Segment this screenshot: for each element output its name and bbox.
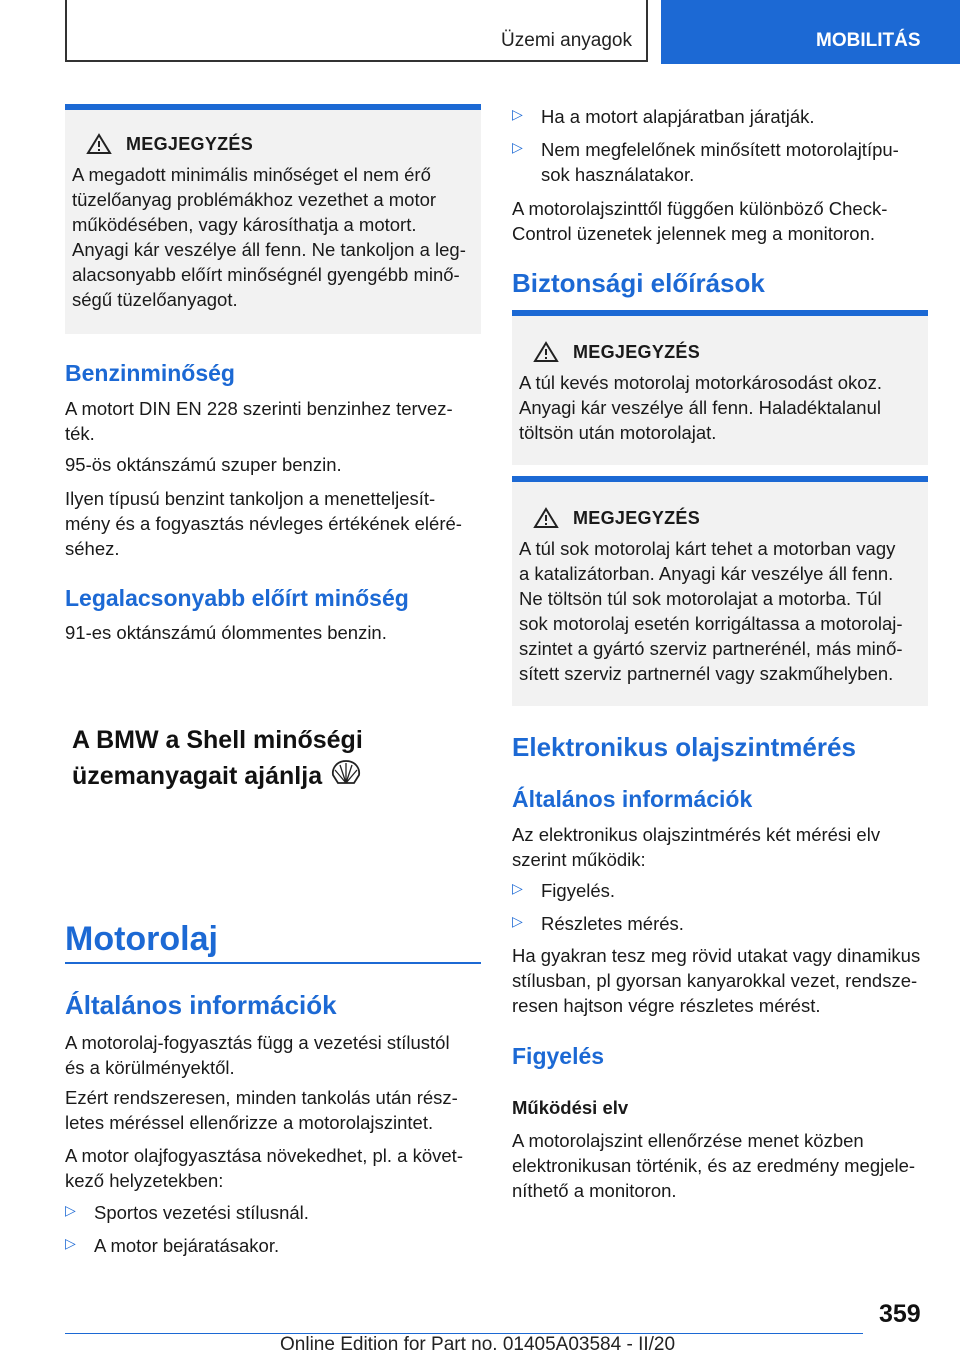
paragraph: Ilyen típusú benzint tankoljon a menetteljesít- mény és a fogyasztás névleges értékének eléré- séhez. (65, 488, 462, 559)
list-item: ▷ Sportos vezetési stílusnál. (65, 1202, 309, 1223)
triangle-bullet-icon: ▷ (65, 1235, 76, 1251)
heading-electronic-oil-level: Elektronikus olajszintmérés (512, 732, 856, 762)
paragraph: A motorolaj-fogyasztás függ a vezetési stílustól és a körülményektől. (65, 1032, 450, 1078)
list-item: ▷ Ha a motort alapjáratban járatják. (512, 106, 815, 127)
triangle-bullet-icon: ▷ (65, 1202, 76, 1218)
paragraph: Ezért rendszeresen, minden tankolás után rész- letes méréssel ellenőrizze a motorolajszintet. (65, 1087, 458, 1133)
warning-triangle-icon (533, 341, 559, 363)
note-fuel-quality (65, 104, 481, 334)
paragraph: A motorolajszinttől függően különböző Check- Control üzenetek jelennek meg a monitoron. (512, 198, 888, 244)
heading-safety: Biztonsági előírások (512, 268, 765, 298)
triangle-bullet-icon: ▷ (512, 106, 523, 122)
paragraph: A motorolajszint ellenőrzése menet közben elektronikusan történik, és az eredmény megjele- níthető a monitoron. (512, 1130, 916, 1201)
heading-benzin-quality: Benzinminőség (65, 360, 235, 386)
heading-minimum-quality: Legalacsonyabb előírt minőség (65, 585, 409, 611)
list-item: ▷ Figyelés. (512, 880, 616, 901)
list-item: ▷ Nem megfelelőnek minősített motorolajtípu- sok használatakor. (512, 139, 899, 185)
note-title: MEGJEGYZÉS (573, 341, 701, 362)
bullet-list (512, 104, 928, 187)
header-section-title: Üzemi anyagok (501, 30, 632, 51)
note-title: MEGJEGYZÉS (126, 133, 254, 154)
paragraph: A motort DIN EN 228 szerinti benzinhez tervez- ték. (65, 398, 453, 444)
note-too-much-oil (512, 476, 928, 706)
paragraph: Ha gyakran tesz meg rövid utakat vagy dinamikus stílusban, pl gyorsan kanyarokkal vezet, rendsze- resen hajtson végre részletes mérést. (512, 945, 921, 1016)
shell-logo-icon (330, 759, 362, 787)
note-body: A túl kevés motorolaj motorkárosodást okoz. Anyagi kár veszélye áll fenn. Haladéktalanul töltsön után motorolajat. (519, 372, 882, 443)
warning-triangle-icon (533, 507, 559, 529)
paragraph: A motor olajfogyasztása növekedhet, pl. a követ- kező helyzetekben: (65, 1145, 463, 1191)
shell-recommendation: A BMW a Shell minőségi üzemanyagait ajánlja (72, 726, 363, 790)
paragraph: 95-ös oktánszámú szuper benzin. (65, 454, 342, 475)
triangle-bullet-icon: ▷ (512, 880, 523, 896)
bullet-list (65, 1200, 481, 1258)
paragraph: 91-es oktánszámú ólommentes benzin. (65, 622, 387, 643)
header-chapter-tab: MOBILITÁS (661, 0, 960, 64)
bullet-list (512, 878, 928, 936)
title-motorolaj: Motorolaj (65, 920, 218, 958)
header-frame (65, 0, 648, 62)
triangle-bullet-icon: ▷ (512, 139, 523, 155)
footer-edition: Online Edition for Part no. 01405A03584 - II/20 (280, 1334, 676, 1355)
subheading-working-principle: Működési elv (512, 1097, 629, 1118)
list-item: ▷ Részletes mérés. (512, 913, 684, 934)
note-body: A túl sok motorolaj kárt tehet a motorban vagy a katalizátorban. Anyagi kár veszélye áll fenn. Ne töltsön túl sok motorolajat a motorba. Túl sok motorolaj esetén korrigáltassa a motorolaj- szintet a gyártó szerviz partnerénél, más minő- sített szerviz partnernél vagy szakműhelyben. (519, 538, 903, 684)
triangle-bullet-icon: ▷ (512, 913, 523, 929)
title-underline (65, 962, 481, 964)
warning-triangle-icon (86, 133, 112, 155)
heading-general-info-right: Általános információk (512, 786, 753, 812)
note-too-little-oil (512, 310, 928, 465)
note-title: MEGJEGYZÉS (573, 507, 701, 528)
heading-general-info: Általános információk (65, 990, 337, 1020)
note-body: A megadott minimális minőséget el nem érő tüzelőanyag problémákhoz vezethet a motor működésében, vagy károsíthatja a motort. Anyagi kár veszélye áll fenn. Ne tankoljon a leg- alacsonyabb előírt minőségnél gyengébb minő- ségű tüzelőanyagot. (72, 164, 466, 310)
page-number: 359 (879, 1300, 921, 1328)
paragraph: Az elektronikus olajszintmérés két mérési elv szerint működik: (512, 824, 881, 870)
heading-monitoring: Figyelés (512, 1043, 605, 1069)
list-item: ▷ A motor bejáratásakor. (65, 1235, 280, 1256)
